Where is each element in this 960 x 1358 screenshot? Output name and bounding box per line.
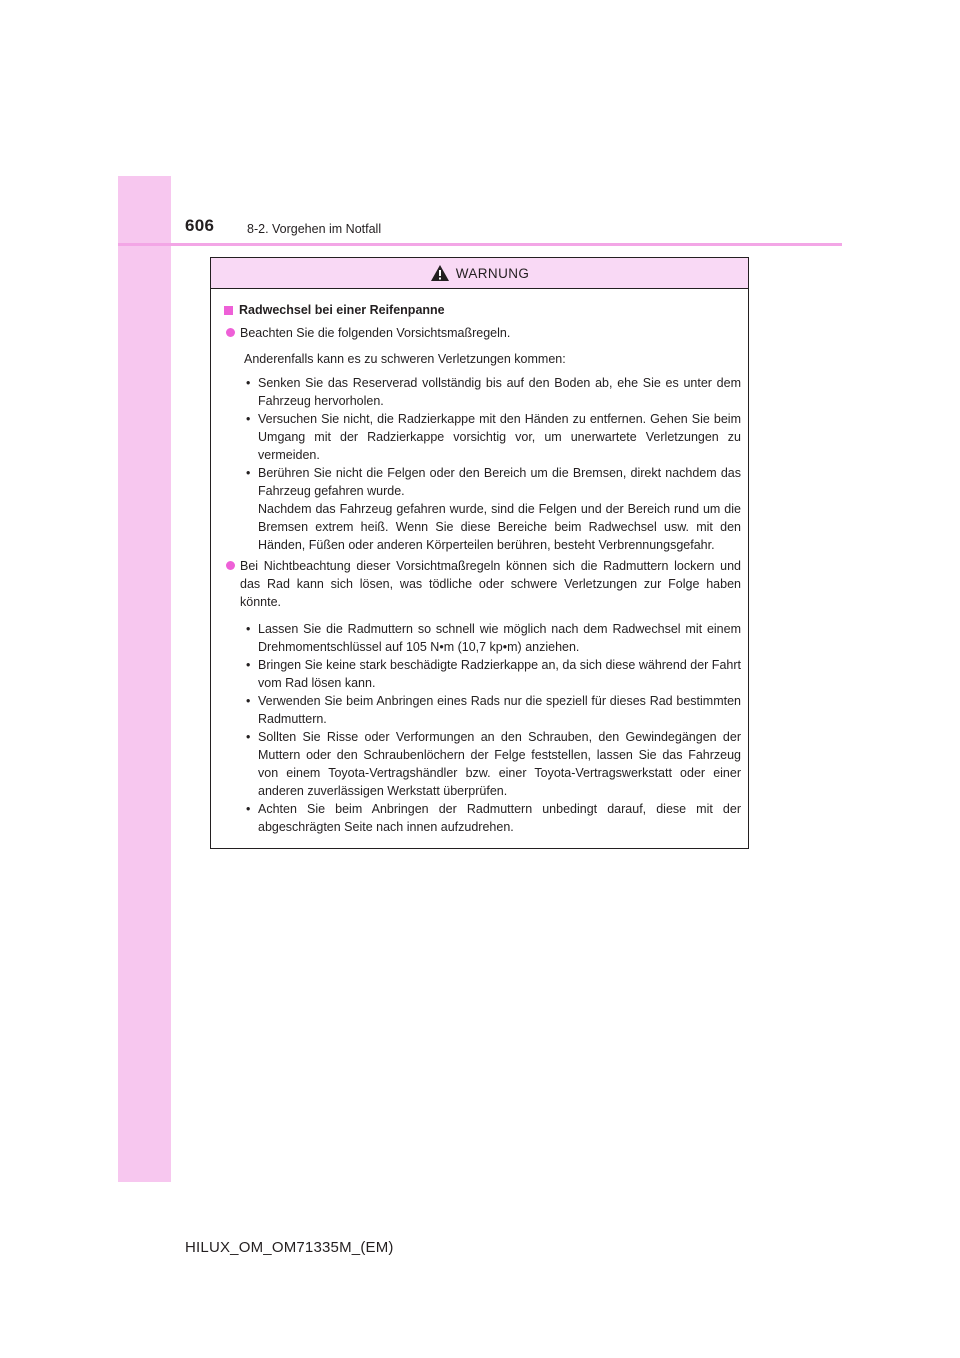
list-item: • Berühren Sie nicht die Felgen oder den Bereich um die Bremsen, direkt nachdem das Fahrzeug gefahren wurde. (244, 464, 741, 500)
list-item: • Senken Sie das Reserverad vollständig bis auf den Boden ab, ehe Sie es unter dem Fahrzeug hervorholen. (244, 374, 741, 410)
list-item-continuation: Nachdem das Fahrzeug gefahren wurde, sind die Felgen und der Bereich rund um die Bremsen extrem heiß. Wenn Sie diese Bereiche beim Radwechsel usw. mit den Händen, Füßen oder anderen Körperteilen berühren, besteht Verbrennungsgefahr. (258, 502, 741, 552)
document-code: HILUX_OM_OM71335M_(EM) (185, 1239, 394, 1256)
list-item: • Verwenden Sie beim Anbringen eines Rads nur die speziell für dieses Rad bestimmten Radmuttern. (244, 692, 741, 728)
subheading-text: Radwechsel bei einer Reifenpanne (239, 303, 445, 317)
square-bullet-icon (224, 306, 233, 315)
warning-body (211, 289, 748, 836)
list-item: • Bringen Sie keine stark beschädigte Radzierkappe an, da sich diese während der Fahrt vom Rad lösen kann. (244, 656, 741, 692)
header-rule (118, 243, 842, 246)
page-number: 606 (185, 216, 215, 235)
list-item: • Achten Sie beim Anbringen der Radmuttern unbedingt darauf, diese mit der abgeschrägten Seite nach innen aufzudrehen. (244, 800, 741, 836)
warning-subheading (224, 301, 741, 319)
bullet-text: Bei Nichtbeachtung dieser Vorsichtmaßregeln können sich die Radmuttern lockern und das Rad kann sich lösen, was tödliche oder schwere Verletzungen zur Folge haben könnte. (240, 559, 741, 609)
precaution-list (244, 620, 741, 836)
bullet-note: Anderenfalls kann es zu schweren Verletzungen kommen: (244, 352, 566, 366)
circle-bullet-icon (226, 561, 235, 570)
warning-label: WARNUNG (455, 265, 530, 281)
warning-triangle-icon (430, 264, 450, 282)
warning-header (211, 258, 748, 289)
precaution-list (244, 374, 741, 554)
list-item: • Versuchen Sie nicht, die Radzierkappe mit den Händen zu entfernen. Gehen Sie beim Umgang mit der Radzierkappe vorsichtig vor, um unerwartete Verletzungen zu vermeiden. (244, 410, 741, 464)
warning-box (210, 257, 749, 849)
bullet-point (224, 324, 741, 342)
list-item: • Sollten Sie Risse oder Verformungen an den Schrauben, den Gewindegängen der Muttern oder den Schraubenlöchern der Felge feststellen, lassen Sie das Fahrzeug von einem Toyota-Vertragshändler bzw. einer Toyota-Vertragswerkstatt oder einer anderen zuverlässigen Werkstatt überprüfen. (244, 728, 741, 800)
chapter-sidebar-tab (118, 176, 171, 1182)
circle-bullet-icon (226, 328, 235, 337)
section-title: 8-2. Vorgehen im Notfall (247, 222, 382, 236)
bullet-text: Beachten Sie die folgenden Vorsichtsmaßregeln. (240, 326, 511, 340)
bullet-point (224, 557, 741, 611)
list-item: • Lassen Sie die Radmuttern so schnell wie möglich nach dem Radwechsel mit einem Drehmomentschlüssel auf 105 N•m (10,7 kp•m) anziehen. (244, 620, 741, 656)
